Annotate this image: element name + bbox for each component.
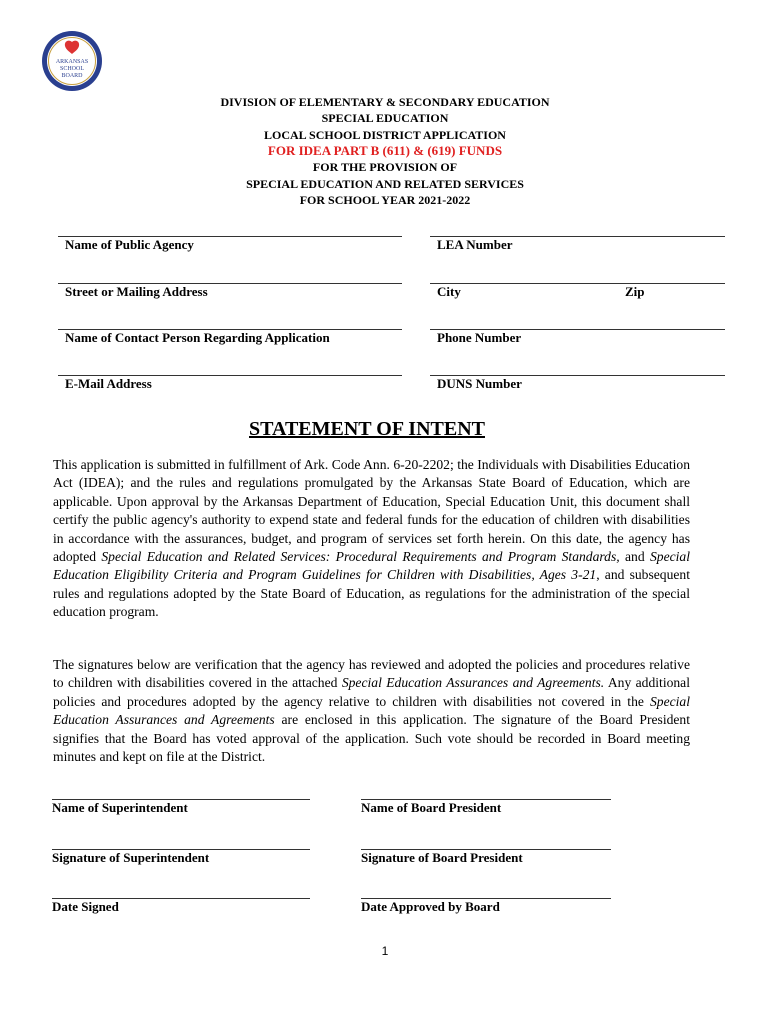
header-application: LOCAL SCHOOL DISTRICT APPLICATION (264, 127, 506, 142)
street-label: Street or Mailing Address (65, 284, 208, 299)
page-number: 1 (381, 944, 389, 958)
superintendent-name-label: Name of Superintendent (52, 800, 188, 815)
duns-label: DUNS Number (437, 376, 522, 391)
zip-label: Zip (625, 284, 645, 299)
header-services: SPECIAL EDUCATION AND RELATED SERVICES (246, 176, 524, 191)
header-division: DIVISION OF ELEMENTARY & SECONDARY EDUCATION (220, 95, 550, 109)
header-special-education: SPECIAL EDUCATION (321, 111, 449, 126)
statement-paragraph-1: This application is submitted in fulfillment of Ark. Code Ann. 6-20-2202; the Individuals with Disabilities Education Act (IDEA); and the rules and regulations promulgated by the Arkansas State Board of Education, which are applicable. Upon approval by the Arkansas Department of Education, Special Education Unit, this document shall certify the public agency's authority to expend state and federal funds for the education of children with disabilities in accordance with the assurances, budget, and program of services set forth herein. On this date, the agency has adopted Special Education and Related Services: Procedural Requirements and Program Standards, and Special Education Eligibility Criteria and Program Guidelines for Children with Disabilities, Ages 3-21, and subsequent rules and regulations adopted by the State Board of Education, as regulations for the administration of the special education program. (53, 457, 690, 620)
email-label: E-Mail Address (65, 376, 152, 391)
superintendent-signature-label: Signature of Superintendent (52, 850, 210, 865)
city-zip-line[interactable] (430, 283, 725, 284)
board-president-name-label: Name of Board President (361, 800, 502, 815)
statement-title: STATEMENT OF INTENT (249, 418, 485, 440)
date-approved-label: Date Approved by Board (361, 899, 500, 914)
header-provision: FOR THE PROVISION OF (312, 160, 458, 175)
date-signed-label: Date Signed (52, 899, 119, 914)
statement-paragraph-2: The signatures below are verification that the agency has reviewed and adopted the policies and procedures relative to children with disabilities covered in the attached Special Education Assurances and Agreements. Any additional policies and procedures adopted by the agency relative to children with disabilities not covered in the Special Education Assurances and Agreements are enclosed in this application. The signature of the Board President signifies that the Board has voted approval of the application. Such vote should be recorded in Board meeting minutes and kept on file at the District. (53, 657, 690, 765)
agency-label: Name of Public Agency (65, 237, 194, 252)
svg-text:ARKANSAS: ARKANSAS (55, 59, 89, 65)
phone-label: Phone Number (437, 330, 522, 345)
contact-label: Name of Contact Person Regarding Application (65, 330, 330, 345)
svg-text:BOARD: BOARD (61, 73, 83, 79)
header-funds: FOR IDEA PART B (611) & (619) FUNDS (267, 142, 503, 158)
city-label: City (437, 284, 461, 299)
svg-text:SCHOOL: SCHOOL (59, 66, 85, 72)
board-president-signature-label: Signature of Board President (361, 850, 523, 865)
lea-label: LEA Number (437, 237, 513, 252)
header-school-year: FOR SCHOOL YEAR 2021-2022 (299, 192, 471, 207)
state-board-seal-logo (41, 30, 103, 92)
document-header (0, 94, 770, 208)
